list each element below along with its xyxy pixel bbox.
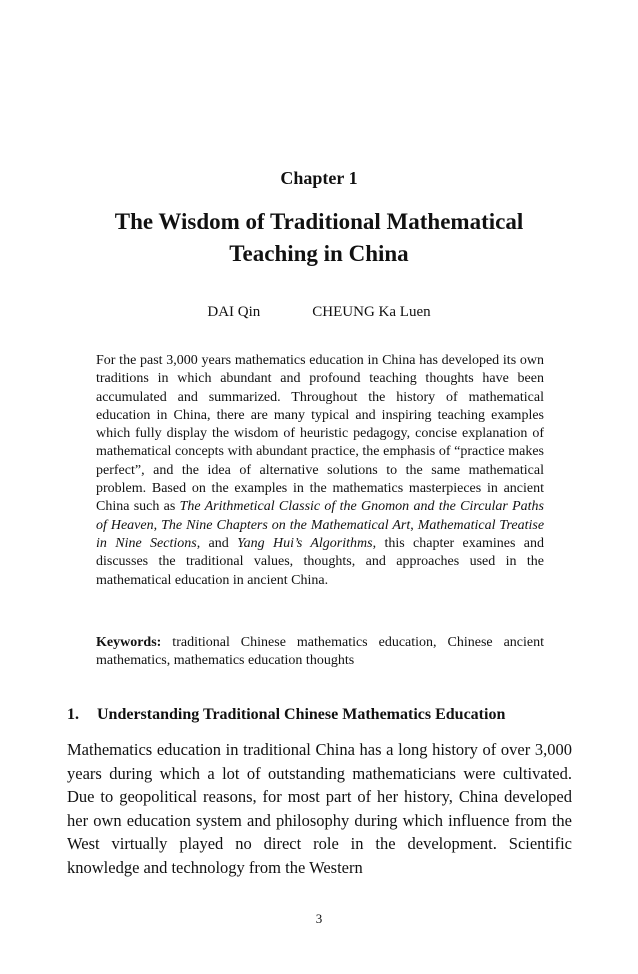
chapter-label: Chapter 1: [280, 168, 358, 188]
section-number: 1.: [67, 706, 79, 723]
book-title: The Nine Chapters on the Mathematical Art: [161, 517, 411, 533]
keywords: [96, 634, 544, 671]
abstract-text: For the past 3,000 years mathematics education in China has developed its own traditions in which abundant and profound teaching thoughts have been accumulated and summarized. Throughout the history of mathematical education in China, there are many typical and inspiring teaching examples which fully display the wisdom of heuristic pedagogy, concise explanation of mathematical concepts with abundant practice, the emphasis of “practice makes perfect”, and the idea of alternative solutions to the same mathematical problem. Based on the examples in the mathematics masterpieces in ancient China such as: [96, 353, 544, 515]
abstract: For the past 3,000 years mathematics education in China has developed its own traditions in which abundant and profound teaching thoughts have been accumulated and summarized. Throughout the history of mathematical education in China, there are many typical and inspiring teaching examples which fully display the wisdom of heuristic pedagogy, concise explanation of mathematical concepts with abundant practice, the emphasis of “practice makes perfect”, and the idea of alternative solutions to the same mathematical problem. Based on the examples in the mathematics masterpieces in ancient China such as The Arithmetical Classic of the Gnomon and the Circular Paths of Heaven, The Nine Chapters on the Mathematical Art, Mathematical Treatise in Nine Sections, and Yang Hui’s Algorithms, this chapter examines and discusses the traditional values, thoughts, and approaches used in the mathematical education in ancient China.: [96, 353, 545, 588]
chapter-title-line-2: Teaching in China: [229, 241, 409, 266]
body-paragraph: Mathematics education in traditional China has a long history of over 3,000 years during which a lot of outstanding mathematicians were cultivated. Due to geopolitical reasons, for most part of her history, China developed her own education system and philosophy during which influence from the West virtually played no direct role in the development. Scientific knowledge and technology from the Western: [67, 740, 572, 877]
page-number: 3: [315, 911, 323, 926]
chapter-title: [0, 206, 638, 270]
author-name: CHEUNG Ka Luen: [312, 304, 431, 320]
author-list: [0, 304, 638, 321]
abstract-text: , this chapter examines and discusses the traditional values, thoughts, and approaches used in the mathematical education in ancient China.: [96, 535, 544, 588]
section-title: Understanding Traditional Chinese Mathematics Education: [97, 706, 506, 723]
book-title: Yang Hui’s Algorithms: [237, 535, 373, 551]
author-name: DAI Qin: [207, 304, 261, 320]
book-title: Mathematical Treatise in Nine Sections: [96, 517, 545, 551]
keywords-text: traditional Chinese mathematics education, Chinese ancient mathematics, mathematics education thoughts: [96, 635, 544, 669]
chapter-title-line-1: The Wisdom of Traditional Mathematical: [114, 209, 524, 234]
section-heading: [67, 706, 572, 724]
keywords-label: Keywords:: [96, 635, 162, 650]
book-title: The Arithmetical Classic of the Gnomon and the Circular Paths of Heaven: [96, 499, 544, 533]
